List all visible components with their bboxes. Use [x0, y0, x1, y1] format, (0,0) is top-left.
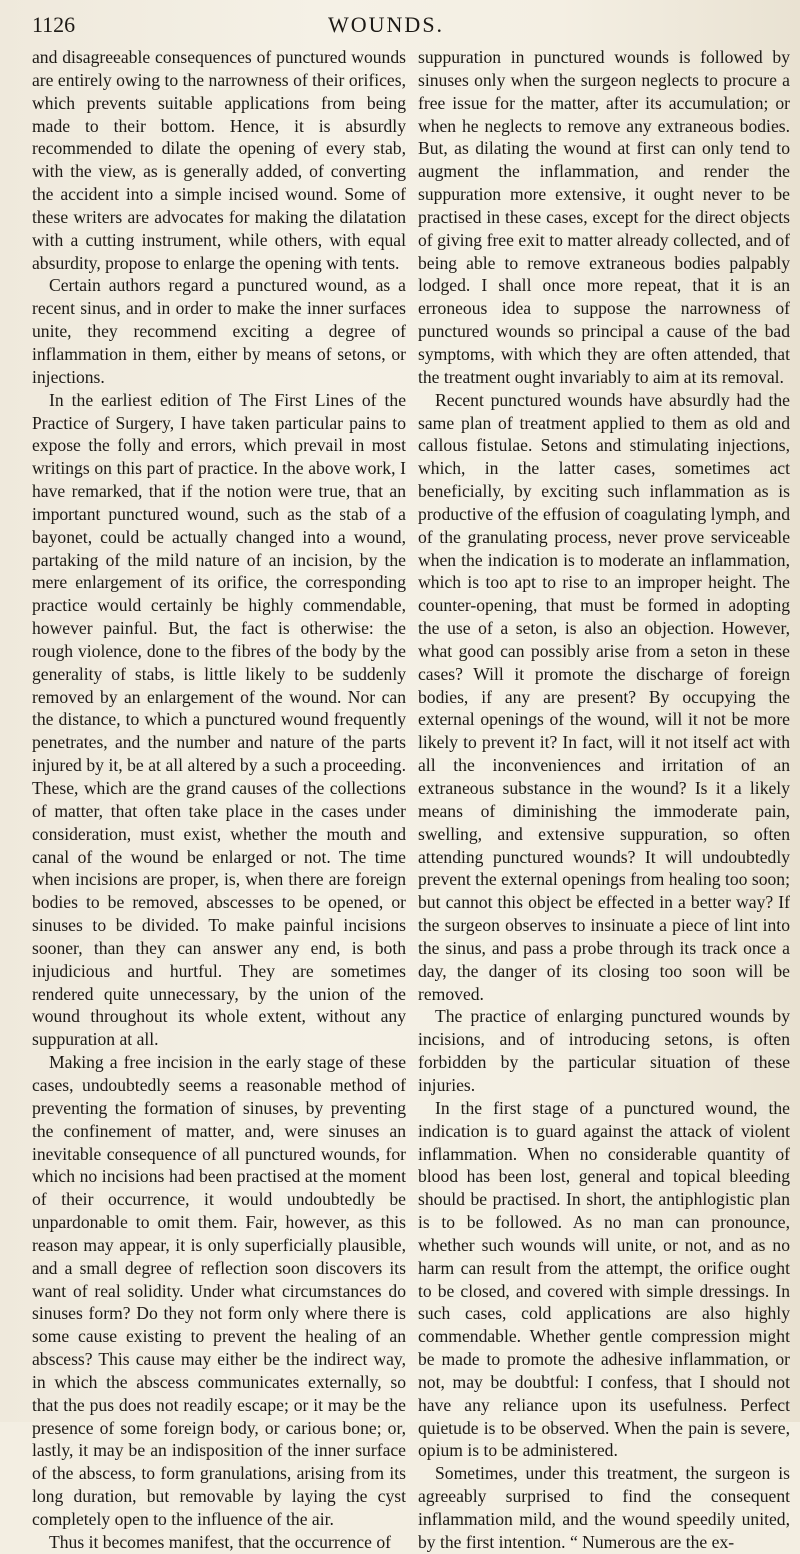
page-number: 1126 — [32, 12, 76, 37]
paragraph: Sometimes, under this treatment, the surgeon is agreeably surprised to find the consequent inflammation mild, and the wound speedily united, by the first intention. “ Numerous are the ex- — [418, 1463, 790, 1552]
right-column — [418, 46, 790, 1552]
left-column — [32, 46, 406, 1552]
paragraph: Recent punctured wounds have absurdly had the same plan of treatment applied to them as old and callous fistulae. Setons and stimulating injections, which, in the latter cases, sometimes act beneficially, by exciting such inflammation as is productive of the effusion of coagulating lymph, and of the granulating process, never prove serviceable when the indication is to moderate an inflammation, which is too apt to rise to an improper height. The counter-opening, that must be formed in adopting the use of a seton, is also an objection. However, what good can possibly arise from a seton in these cases? Will it promote the discharge of foreign bodies, if any are present? By occupying the external openings of the wound, will it not be more likely to prevent it? In fact, will it not itself act with all the inconveniences and irritation of an extraneous substance in the wound? Is it a likely means of diminishing the immoderate pain, swelling, and extensive suppuration, so often attending punctured wounds? It will undoubtedly prevent the external openings from healing too soon; but cannot this object be effected in a better way? If the surgeon observes to insinuate a piece of lint into the sinus, and pass a probe through its track once a day, the danger of its closing too soon will be removed. — [418, 389, 790, 1004]
running-head: WOUNDS. — [328, 12, 445, 37]
paragraph: and disagreeable consequences of punctured wounds are entirely owing to the narrowness of their orifices, which prevents suitable applications from being made to their bottom. Hence, it is absurdly recommended to dilate the opening of every stab, with the view, as is generally added, of converting the accident into a simple incised wound. Some of these writers are advocates for making the dilatation with a cutting instrument, while others, with equal absurdity, propose to enlarge the opening with tents. — [32, 47, 406, 273]
paragraph: Thus it becomes manifest, that the occurrence of — [49, 1531, 391, 1552]
paragraph: In the earliest edition of The First Lines of the Practice of Surgery, I have taken particular pains to expose the folly and errors, which prevail in most writings on this part of practice. In the above work, I have remarked, that if the notion were true, that an important punctured wound, such as the stab of a bayonet, could be actually changed into a wound, partaking of the mild nature of an incision, by the mere enlargement of its orifice, the corresponding practice would certainly be highly commendable, however painful. But, the fact is otherwise: the rough violence, done to the fibres of the body by the generality of stabs, is little likely to be suddenly removed by an enlargement of the wound. Nor can the distance, to which a punctured wound frequently penetrates, and the number and nature of the parts injured by it, be at all altered by a such a proceeding. These, which are the grand causes of the collections of matter, that often take place in the cases under consideration, must exist, whether the mouth and canal of the wound be enlarged or not. The time when incisions are proper, is, when there are foreign bodies to be removed, abscesses to be opened, or sinuses to be divided. To make painful incisions sooner, than they can answer any end, is both injudicious and hurtful. They are sometimes rendered quite unnecessary, by the union of the wound throughout its whole extent, without any suppuration at all. — [32, 389, 406, 1050]
paragraph: Making a free incision in the early stage of these cases, undoubtedly seems a reasonable method of preventing the formation of sinuses, by preventing the confinement of matter, and, were sinuses an inevitable consequence of all punctured wounds, for which no incisions had been practised at the moment of their occurrence, it would undoubtedly be unpardonable to omit them. Fair, however, as this reason may appear, it is only superficially plausible, and a small degree of reflection soon discovers its want of real solidity. Under what circumstances do sinuses form? Do they not form only where there is some cause existing to prevent the healing of an abscess? This cause may either be the indirect way, in which the abscess communicates externally, so that the pus does not readily escape; or it may be the presence of some foreign body, or carious bone; or, lastly, it may be an indisposition of the inner surface of the abscess, to form granulations, arising from its long duration, but removable by laying the cyst completely open to the influence of the air. — [32, 1052, 406, 1529]
paragraph: Certain authors regard a punctured wound, as a recent sinus, and in order to make the inner surfaces unite, they recommend exciting a degree of inflammation in them, either by means of setons, or injections. — [32, 275, 406, 387]
paragraph: The practice of enlarging punctured wounds by incisions, and of introducing setons, is often forbidden by the particular situation of these injuries. — [418, 1006, 790, 1095]
page-header — [32, 12, 782, 42]
paragraph: In the first stage of a punctured wound, the indication is to guard against the attack of violent inflammation. When no considerable quantity of blood has been lost, general and topical bleeding should be practised. In short, the antiphlogistic plan is to be followed. As no man can pronounce, whether such wounds will unite, or not, and as no harm can result from the attempt, the orifice ought to be closed, and covered with simple dressings. In such cases, cold applications are also highly commendable. Whether gentle compression might be made to promote the adhesive inflammation, or not, may be doubtful: I confess, that I should not have any reliance upon its usefulness. Perfect quietude is to be observed. When the pain is severe, opium is to be administered. — [418, 1097, 790, 1461]
paragraph: suppuration in punctured wounds is followed by sinuses only when the surgeon neglects to procure a free issue for the matter, after its accumulation; or when he neglects to remove any extraneous bodies. But, as dilating the wound at first can only tend to augment the inflammation, and render the suppuration more extensive, it ought never to be practised in these cases, except for the direct objects of giving free exit to matter already collected, and of being able to remove extraneous bodies palpably lodged. I shall once more repeat, that it is an erroneous idea to suppose the narrowness of punctured wounds so principal a cause of the bad symptoms, with which they are often attended, that the treatment ought invariably to aim at its removal. — [418, 47, 790, 387]
